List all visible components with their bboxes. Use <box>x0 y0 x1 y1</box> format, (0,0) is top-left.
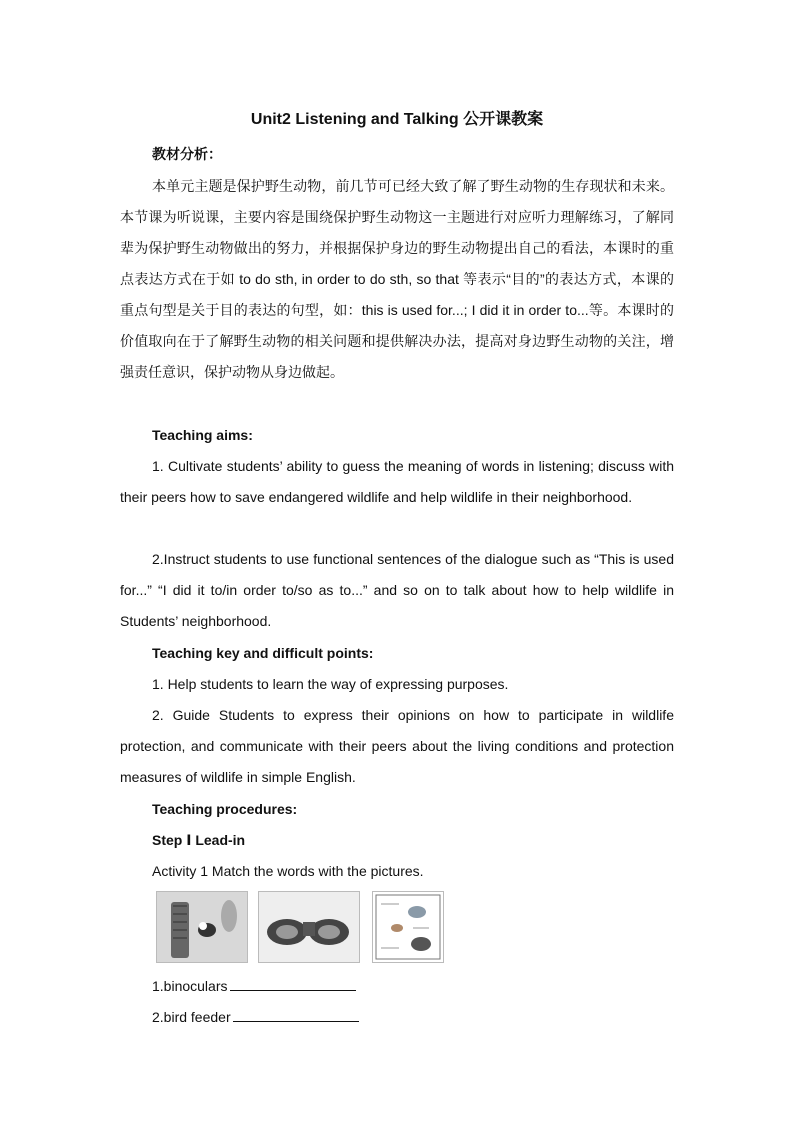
document-title: Unit2 Listening and Talking 公开课教案 <box>250 111 544 128</box>
step-1-heading: Step Ⅰ Lead-in <box>152 832 246 848</box>
binoculars-icon <box>259 892 359 962</box>
match-item-2 <box>152 1009 706 1025</box>
analysis-heading: 教材分析： <box>152 146 222 162</box>
match-item-1-label: 1.binoculars <box>152 978 228 994</box>
aim-1: 1. Cultivate students’ ability to guess the meaning of words in listening; discuss with their peers how to save endangered wildlife and help wildlife in their neighborhood. <box>120 458 674 505</box>
key-point-1: 1. Help students to learn the way of expressing purposes. <box>152 676 509 692</box>
binoculars-image <box>258 891 360 963</box>
bird-feeder-image <box>156 891 248 963</box>
aims-heading: Teaching aims: <box>152 427 253 443</box>
analysis-paragraph: 本单元主题是保护野生动物，前几节可已经大致了解了野生动物的生存现状和未来。本节课为听说课，主要内容是围绕保护野生动物这一主题进行对应听力理解练习，了解同辈为保护野生动物做出的努力，并根据保护身边的野生动物提出自己的看法，本课时的重点表达方式在于如 to do sth, in order to do sth, so that 等表示“目的”的表达方式，本课的重点句型是关于目的表达的句型，如：this is used for...; I did it in order to...等。本课时的价值取向在于了解野生动物的相关问题和提供解决办法，提高对身边野生动物的关注，增强责任意识，保护动物从身边做起。 <box>120 178 674 380</box>
bird-guide-icon <box>373 892 443 962</box>
match-item-2-label: 2.bird feeder <box>152 1009 231 1025</box>
answer-blank-2[interactable] <box>233 1009 359 1022</box>
answer-blank-1[interactable] <box>230 978 356 991</box>
key-point-2: 2. Guide Students to express their opinions on how to participate in wildlife protection, and communicate with their peers about the living conditions and protection measures of wildlife in simple English. <box>120 707 674 785</box>
match-item-1 <box>152 978 706 994</box>
aim-2: 2.Instruct students to use functional sentences of the dialogue such as “This is used for...” “I did it to/in order to/so as to...” and so on to talk about how to help wildlife in Students’ neighborhood. <box>120 551 674 629</box>
activity-1: Activity 1 Match the words with the pictures. <box>152 863 424 879</box>
key-points-heading: Teaching key and difficult points: <box>152 645 374 661</box>
bird-guide-image <box>372 891 444 963</box>
procedures-heading: Teaching procedures: <box>152 801 298 817</box>
activity-pictures <box>156 891 456 963</box>
bird-feeder-icon <box>157 892 247 962</box>
